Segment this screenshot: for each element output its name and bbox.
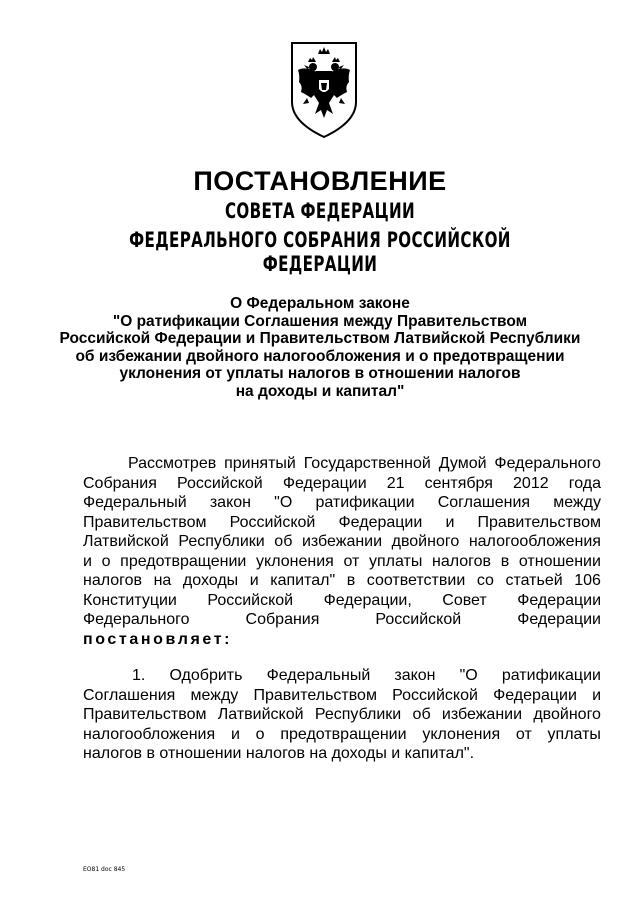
paragraph-word: Федерации bbox=[517, 611, 601, 628]
paragraph-word: Соглашения bbox=[83, 686, 176, 704]
paragraph-word: Федерации, bbox=[323, 591, 412, 609]
paragraph-word: Правительством bbox=[253, 686, 377, 704]
law-heading-line: на доходы и капитал" bbox=[235, 382, 405, 400]
paragraph-word: Российской bbox=[207, 591, 294, 609]
paragraph-word: Республики bbox=[314, 706, 402, 723]
paragraph-word: "О bbox=[274, 494, 293, 511]
paragraph-word: Латвийской bbox=[83, 533, 169, 550]
paragraph-word: Правительством bbox=[477, 513, 601, 531]
document-title: ПОСТАНОВЛЕНИЕ bbox=[193, 166, 447, 196]
paragraph-word: избежании bbox=[441, 706, 523, 723]
paragraph-word: 2012 bbox=[513, 474, 549, 492]
paragraph-word: закон bbox=[209, 494, 251, 511]
paragraph-word: отношении bbox=[518, 552, 601, 570]
paragraph-word: Российской bbox=[375, 611, 462, 628]
paragraph-word: ратификации bbox=[501, 667, 601, 684]
paragraph-word: налогообложения bbox=[468, 533, 601, 550]
paragraph-word: Одобрить bbox=[169, 667, 243, 684]
paragraph-word: между bbox=[190, 686, 239, 704]
paragraph-word: Правительством bbox=[83, 706, 207, 723]
decision-item-1 bbox=[83, 666, 601, 764]
paragraph-word: Собрания bbox=[83, 474, 157, 492]
paragraph-word: Республики bbox=[178, 533, 265, 550]
paragraph-word: Правительством bbox=[83, 513, 207, 531]
paragraph-word: Федеральный bbox=[266, 667, 371, 684]
paragraph-word: Федерации bbox=[493, 686, 577, 704]
paragraph-line bbox=[83, 493, 601, 513]
paragraph-line bbox=[83, 630, 601, 650]
paragraph-word: и bbox=[249, 572, 259, 589]
paragraph-word: Российской bbox=[229, 513, 316, 531]
paragraph-word: Конституции bbox=[83, 591, 177, 609]
paragraph-word: предотвращении bbox=[120, 552, 247, 570]
paragraph-word: и bbox=[230, 725, 240, 743]
paragraph-word: Федерального bbox=[494, 455, 601, 472]
paragraph-word: налогообложения bbox=[83, 725, 216, 743]
paragraph-word: предотвращении bbox=[280, 725, 407, 743]
paragraph-word: со bbox=[476, 572, 494, 589]
paragraph-line bbox=[83, 454, 601, 474]
paragraph-line bbox=[83, 474, 601, 494]
law-heading bbox=[40, 295, 600, 400]
paragraph-word: ратификации bbox=[315, 494, 415, 511]
paragraph-word: об bbox=[412, 706, 431, 723]
paragraph-word: Федерального bbox=[83, 611, 190, 628]
law-heading-line: об избежании двойного налогообложения и о предотвращении bbox=[75, 347, 565, 365]
paragraph-word: Латвийской bbox=[217, 706, 304, 723]
paragraph-word: в bbox=[500, 552, 510, 570]
law-heading-line: Российской Федерации и Правительством Латвийской Республики bbox=[59, 330, 581, 347]
paragraph-word: и bbox=[445, 513, 455, 531]
paragraph-word: об bbox=[274, 533, 293, 550]
paragraph-word: принятый bbox=[224, 455, 296, 472]
paragraph-word: и bbox=[83, 552, 92, 570]
paragraph-word: уклонения bbox=[256, 552, 334, 570]
paragraph-word: "О bbox=[459, 667, 478, 684]
paragraph-line bbox=[83, 610, 601, 630]
law-heading-line: "О ратификации Соглашения между Правительством bbox=[112, 312, 528, 330]
paragraph-word: 1. bbox=[132, 667, 146, 684]
paragraph-word: Федерации bbox=[517, 591, 601, 609]
paragraph-word: о bbox=[101, 552, 111, 570]
paragraph-word: налогов bbox=[83, 572, 143, 589]
paragraph-word: Соглашения bbox=[437, 494, 531, 511]
document-code: ЕО81 doc 845 bbox=[83, 866, 126, 873]
paragraph-line bbox=[83, 532, 601, 552]
paragraph-line bbox=[83, 705, 601, 725]
paragraph-word: Совет bbox=[442, 591, 487, 609]
paragraph-word: от bbox=[515, 725, 532, 743]
paragraph-word: налогов bbox=[432, 552, 492, 570]
paragraph-word: Федеральный bbox=[83, 494, 187, 511]
paragraph-word: Федерации bbox=[338, 513, 423, 531]
paragraph-word: и bbox=[592, 686, 601, 704]
paragraph-word: 21 bbox=[386, 474, 405, 492]
paragraph-word: соответствии bbox=[366, 572, 466, 589]
paragraph-line bbox=[83, 744, 601, 764]
paragraph-word: 106 bbox=[574, 572, 601, 589]
paragraph-line bbox=[83, 513, 601, 533]
paragraph-text: постановляет: bbox=[83, 630, 233, 648]
paragraph-word: избежании bbox=[301, 533, 383, 550]
paragraph-word: Государственной bbox=[303, 455, 431, 472]
paragraph-word: сентября bbox=[424, 474, 493, 492]
paragraph-word: о bbox=[255, 725, 265, 743]
paragraph-line bbox=[83, 725, 601, 745]
paragraph-line bbox=[83, 571, 601, 591]
law-heading-line: О Федеральном законе bbox=[230, 295, 410, 312]
paragraph-word: уклонения bbox=[422, 725, 501, 743]
paragraph-word: двойного bbox=[391, 533, 460, 550]
paragraph-word: закон bbox=[394, 667, 436, 684]
paragraph-word: года bbox=[568, 474, 601, 492]
paragraph-word: уплаты bbox=[368, 552, 423, 570]
paragraph-word: статьей bbox=[505, 572, 563, 589]
paragraph-word: между bbox=[553, 494, 601, 511]
issuer-line-1: СОВЕТА ФЕДЕРАЦИИ bbox=[224, 199, 416, 223]
paragraph-line bbox=[83, 591, 601, 611]
paragraph-word: Российской bbox=[392, 686, 478, 704]
paragraph-word: Российской bbox=[176, 474, 263, 492]
paragraph-line bbox=[83, 552, 601, 572]
paragraph-word: уплаты bbox=[547, 725, 601, 743]
paragraph-line bbox=[83, 686, 601, 706]
paragraph-word: доходы bbox=[182, 572, 239, 589]
paragraph-word: на bbox=[153, 572, 172, 589]
paragraph-word: двойного bbox=[533, 706, 601, 723]
issuer-line-2: ФЕДЕРАЛЬНОГО СОБРАНИЯ РОССИЙСКОЙ ФЕДЕРАЦИИ bbox=[129, 228, 511, 276]
paragraph-word: Рассмотрев bbox=[128, 455, 217, 472]
coat-of-arms-icon bbox=[289, 40, 359, 140]
preamble-paragraph bbox=[83, 454, 601, 649]
paragraph-text: налогов в отношении налогов на доходы и капитал". bbox=[83, 745, 475, 762]
paragraph-word: в bbox=[346, 572, 356, 589]
paragraph-line bbox=[83, 666, 601, 686]
law-heading-line: уклонения от уплаты налогов в отношении налогов bbox=[119, 365, 521, 382]
paragraph-word: Собрания bbox=[245, 611, 320, 628]
paragraph-word: Думой bbox=[438, 455, 487, 472]
paragraph-word: от bbox=[343, 552, 360, 570]
paragraph-word: Федерации bbox=[282, 474, 367, 492]
paragraph-word: капитал" bbox=[270, 572, 336, 589]
